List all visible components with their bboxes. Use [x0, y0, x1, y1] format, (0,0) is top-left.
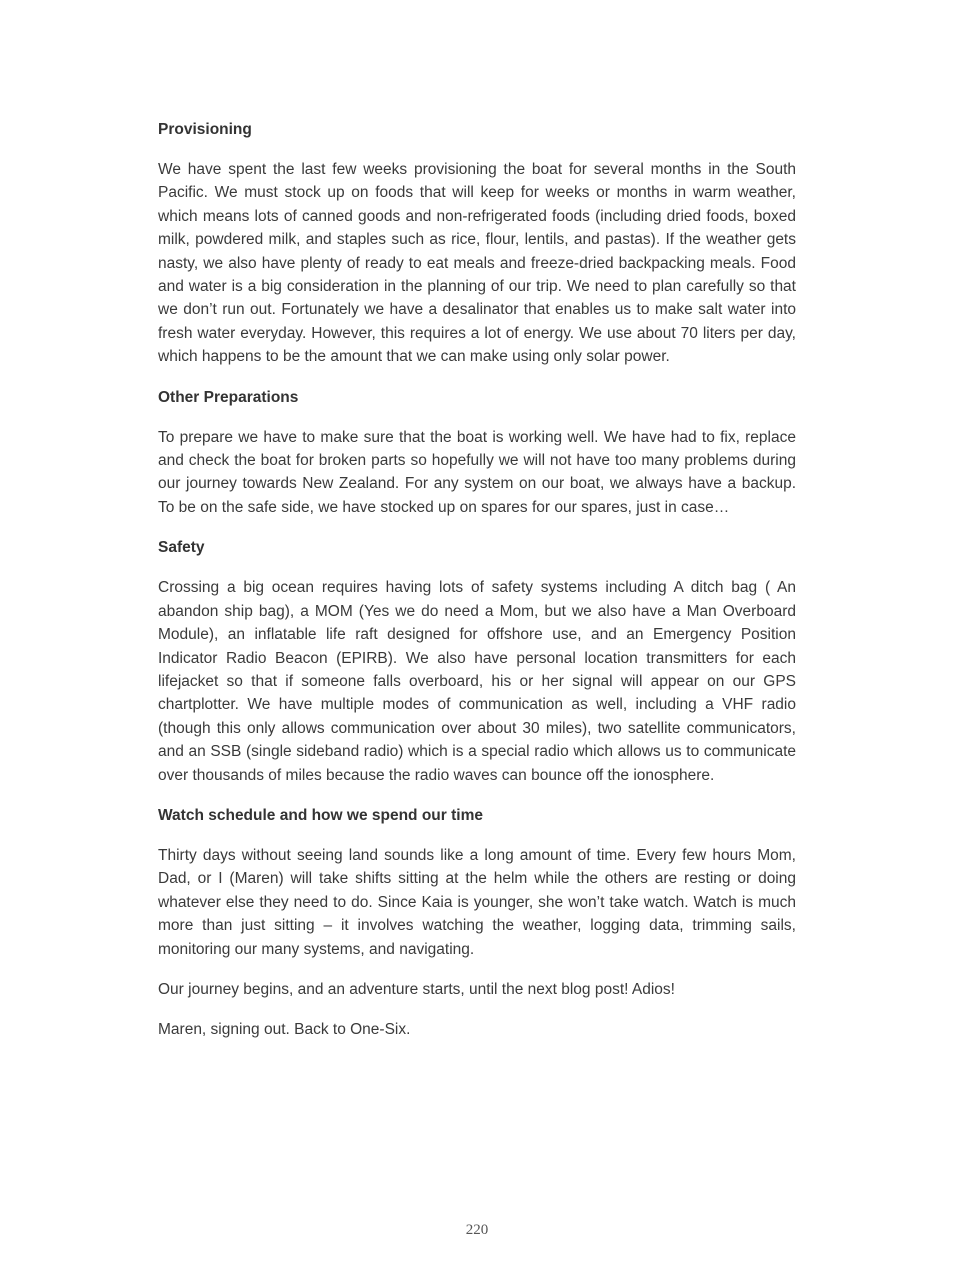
- section-paragraph-provisioning: We have spent the last few weeks provisioning the boat for several months in the South Pacific. We must stock up on foods that will keep for weeks or months in warm weather, which means lots of canned goods and non-refrigerated foods (including dried foods, boxed milk, powdered milk, and staples such as rice, flour, lentils, and pastas). If the weather gets nasty, we also have plenty of ready to eat meals and freeze-dried backpacking meals. Food and water is a big consideration in the planning of our trip. We need to plan carefully so that we don’t run out. Fortunately we have a desalinator that enables us to make salt water into fresh water everyday. However, this requires a lot of energy. We use about 70 liters per day, which happens to be the amount that we can make using only solar power.: [158, 161, 796, 366]
- closing-line-adios: Our journey begins, and an adventure starts, until the next blog post! Adios!: [158, 980, 675, 998]
- section-paragraph-other-preparations: To prepare we have to make sure that the boat is working well. We have had to fix, replace and check the boat for broken parts so hopefully we will not have too many problems during our journey towards New Zealand. For any system on our boat, we always have a backup. To be on the safe side, we have stocked up on spares for our spares, just in case…: [158, 428, 796, 516]
- section-heading-safety: Safety: [158, 539, 205, 557]
- closing-line-signoff: Maren, signing out. Back to One-Six.: [158, 1021, 411, 1039]
- section-paragraph-watch-schedule: Thirty days without seeing land sounds like a long amount of time. Every few hours Mom, Dad, or I (Maren) will take shifts sitting at the helm while the others are resting or doing whatever else they need to do. Since Kaia is younger, she won’t take watch. Watch is much more than just sitting – it involves watching the weather, logging data, trimming sails, monitoring our many systems, and navigating.: [158, 846, 796, 958]
- page-number: 220: [465, 1222, 489, 1238]
- document-page: [158, 118, 796, 1059]
- section-heading-provisioning: Provisioning: [158, 121, 252, 138]
- section-heading-watch-schedule: Watch schedule and how we spend our time: [158, 806, 483, 824]
- section-heading-other-preparations: Other Preparations: [158, 388, 299, 406]
- section-paragraph-safety: Crossing a big ocean requires having lots of safety systems including A ditch bag ( An abandon ship bag), a MOM (Yes we do need a Mom, but we also have a Man Overboard Module), an inflatable life raft designed for offshore use, and an Emergency Position Indicator Radio Beacon (EPIRB). We also have personal location transmitters for each lifejacket so that if someone falls overboard, his or her signal will appear on our GPS chartplotter. We have multiple modes of communication as well, including a VHF radio (though this only allows communication over about 30 miles), two satellite communicators, and an SSB (single sideband radio) which is a special radio which allows us to communicate over thousands of miles because the radio waves can bounce off the ionosphere.: [158, 579, 796, 784]
